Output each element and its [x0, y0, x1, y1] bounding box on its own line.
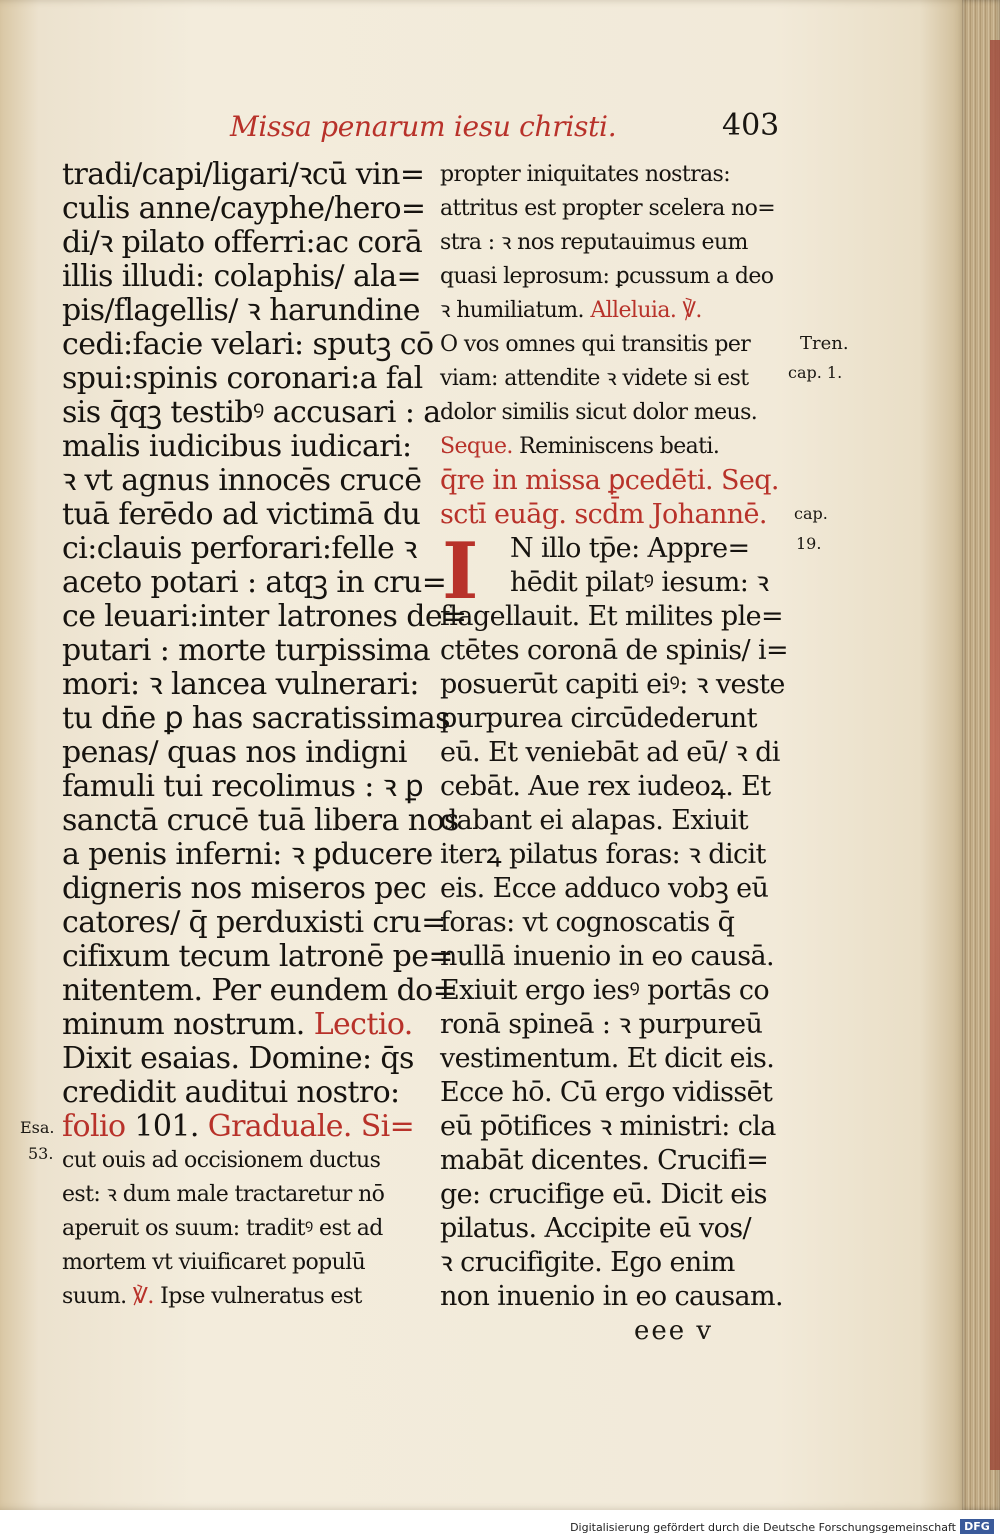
text-line: [440, 430, 800, 464]
text-line: attritus est propter scelera no=: [440, 196, 776, 221]
text-line: culis anne/cayphe/hero=: [62, 191, 426, 226]
text-line: Dixit esaias. Domine: q̄s: [62, 1041, 414, 1076]
graduale-rubric: Graduale. Si=: [207, 1109, 415, 1144]
text-line: sis q̄qꝫ testibꝰ accusari : a: [62, 395, 441, 430]
text-line: [62, 1280, 422, 1314]
text-line: cifixum tecum latronē pe=: [62, 939, 453, 974]
text-line: ctētes coronā de spinis/ i=: [440, 635, 789, 666]
text-line: [62, 1110, 422, 1144]
text-line: pis/flagellis/ ꝛ harundine: [62, 293, 420, 328]
text-line: spui:spinis coronari:a fal: [62, 361, 423, 396]
text-line: foras: vt cognoscatis q̄: [440, 907, 735, 938]
text-line: illis illudi: colaphis/ ala=: [62, 259, 422, 294]
alleluia-rubric: Alleluia.: [590, 298, 677, 323]
text-line: Exiuit ergo iesꝰ portās co: [440, 975, 770, 1006]
versicle-mark: ℣.: [132, 1284, 154, 1309]
red-page-edge: [990, 40, 1000, 1470]
lectio-rubric: Lectio.: [313, 1007, 413, 1042]
versicle-mark: ℣.: [682, 298, 702, 323]
decorated-initial: I: [442, 526, 479, 617]
text-line: eū pōtifices ꝛ ministri: cla: [440, 1111, 776, 1142]
text-line: aperuit os suum: traditꝰ est ad: [62, 1216, 383, 1241]
dfg-logo: DFG: [960, 1519, 994, 1534]
text-span: minum nostrum.: [62, 1007, 305, 1042]
text-line: viam: attendite ꝛ videte si est: [440, 366, 749, 391]
text-line: [62, 1008, 422, 1042]
folio-ref-number: 101.: [134, 1109, 199, 1144]
text-line: penas/ quas nos indigni: [62, 735, 407, 770]
text-line: posuerūt capiti eiꝰ: ꝛ veste: [440, 669, 785, 700]
text-line: digneris nos miseros pec: [62, 871, 427, 906]
text-span: Reminiscens beati.: [519, 434, 720, 459]
text-line: nitentem. Per eundem do=: [62, 973, 458, 1008]
text-line: putari : morte turpissima: [62, 633, 431, 668]
folio-number: 403: [722, 108, 780, 143]
margin-note-tren: Tren.: [800, 333, 849, 354]
text-line: cebāt. Aue rex iudeoꝝ. Et: [440, 771, 771, 802]
evangelium-rubric: sctī euāg. scd̄m Johannē.: [440, 499, 767, 530]
text-line: credidit auditui nostro:: [62, 1075, 400, 1110]
text-line: est: ꝛ dum male tractaretur nō: [62, 1182, 385, 1207]
text-span: suum.: [62, 1284, 127, 1309]
rubric-line: q̄re in missa ꝑcedēti. Seq.: [440, 465, 779, 496]
text-line: tuā ferēdo ad victimā du: [62, 497, 421, 532]
text-span: ꝛ humiliatum.: [440, 298, 584, 323]
text-line: tradi/capi/ligari/ꝛcū vin=: [62, 157, 425, 192]
text-line: mori: ꝛ lancea vulnerari:: [62, 667, 419, 702]
text-line: purpurea circūdederunt: [440, 703, 757, 734]
text-line: sanctā crucē tuā libera nos: [62, 803, 459, 838]
text-line: Ecce hō. Cū ergo vidissēt: [440, 1077, 773, 1108]
text-line: pilatus. Accipite eū vos/: [440, 1213, 752, 1244]
text-line: mabāt dicentes. Crucifi=: [440, 1145, 769, 1176]
text-line: O vos omnes qui transitis per: [440, 332, 751, 357]
margin-note-esa: Esa.: [20, 1118, 55, 1137]
text-line: ce leuari:inter latrones de=: [62, 599, 467, 634]
running-head: Missa penarum iesu christi.: [230, 110, 617, 143]
text-line: vestimentum. Et dicit eis.: [440, 1043, 775, 1074]
footer-credit: Digitalisierung gefördert durch die Deutsche Forschungsgemeinschaft: [570, 1521, 956, 1534]
margin-note-esa53: 53.: [28, 1144, 54, 1163]
text-line: dolor similis sicut dolor meus.: [440, 400, 758, 425]
text-line: ronā spineā : ꝛ purpureū: [440, 1009, 763, 1040]
text-line: stra : ꝛ nos reputauimus eum: [440, 230, 748, 255]
text-line: ge: crucifige eū. Dicit eis: [440, 1179, 767, 1210]
signature-mark: eee v: [634, 1316, 714, 1346]
sequentia-rubric: Seque.: [440, 434, 513, 459]
text-line: malis iudicibus iudicari:: [62, 429, 412, 464]
text-line: quasi leprosum: ꝑcussum a deo: [440, 264, 774, 289]
margin-note-cap1: cap. 1.: [788, 363, 843, 382]
right-column: [440, 158, 800, 1314]
text-line: iterꝝ pilatus foras: ꝛ dicit: [440, 839, 766, 870]
text-line: eū. Et veniebāt ad eū/ ꝛ di: [440, 737, 780, 768]
text-line: [440, 294, 800, 328]
text-line: catores/ q̄ perduxisti cru=: [62, 905, 446, 940]
text-line: nullā inuenio in eo causā.: [440, 941, 774, 972]
text-span: Ipse vulneratus est: [160, 1284, 362, 1309]
text-line: cedi:facie velari: sputꝫ cō: [62, 327, 434, 362]
left-column: [62, 157, 467, 1314]
text-line: aceto potari : atqꝫ in cru=: [62, 565, 447, 600]
text-line: eis. Ecce adduco vobꝫ eū: [440, 873, 769, 904]
text-line: ꝛ crucifigite. Ego enim: [440, 1247, 735, 1278]
text-line: tu dn̄e ꝑ has sacratissimas: [62, 701, 450, 736]
text-line: flagellauit. Et milites ple=: [440, 601, 784, 632]
text-line: cut ouis ad occisionem ductus: [62, 1148, 381, 1173]
text-line: dabant ei alapas. Exiuit: [440, 805, 749, 836]
text-line: N illo tp̄e: Appre=: [510, 533, 750, 564]
text-line: propter iniquitates nostras:: [440, 162, 731, 187]
text-line: ꝛ vt agnus innocēs crucē: [62, 463, 422, 498]
margin-note-cap: cap.: [794, 504, 828, 523]
text-line: mortem vt viuificaret populū: [62, 1250, 366, 1275]
folio-ref: folio: [62, 1109, 126, 1144]
text-line: di/ꝛ pilato offerri:ac corā: [62, 225, 423, 260]
text-line: hēdit pilatꝰ iesum: ꝛ: [510, 567, 769, 598]
margin-note-cap19: 19.: [796, 534, 822, 553]
text-line: famuli tui recolimus : ꝛ ꝑ: [62, 769, 424, 804]
text-line: non inuenio in eo causam.: [440, 1281, 784, 1312]
text-line: a penis inferni: ꝛ ꝑducere: [62, 837, 433, 872]
text-line: ci:clauis perforari:felle ꝛ: [62, 531, 417, 566]
